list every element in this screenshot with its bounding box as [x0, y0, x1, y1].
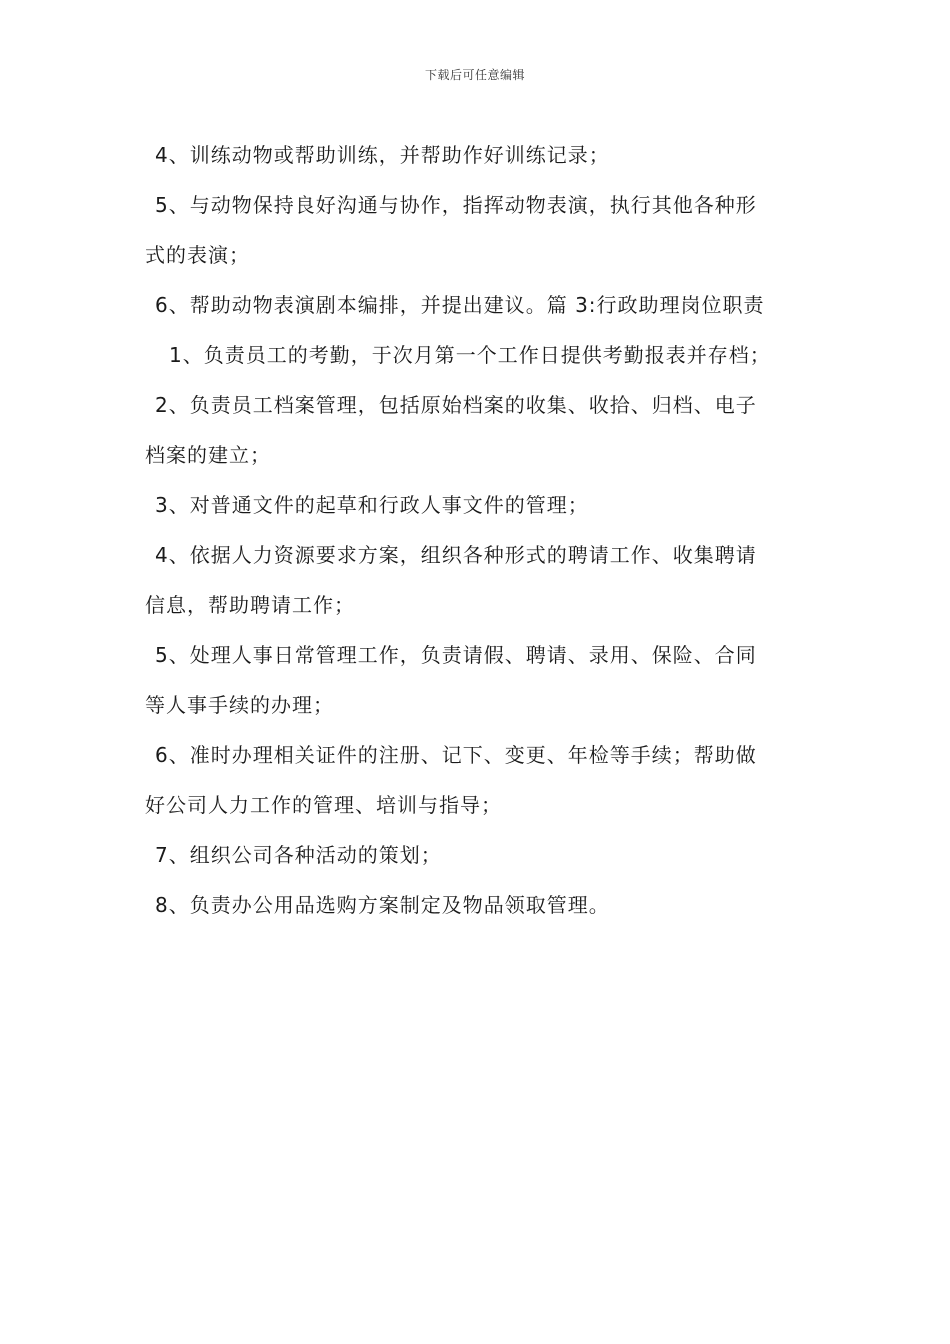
paragraph-line: 4、依据人力资源要求方案，组织各种形式的聘请工作、收集聘请: [155, 543, 757, 567]
paragraph-line: 式的表演；: [145, 243, 250, 267]
paragraph-line: 3、对普通文件的起草和行政人事文件的管理；: [155, 493, 589, 517]
document-body: [145, 130, 810, 930]
paragraph-line: 6、帮助动物表演剧本编排，并提出建议。篇 3:行政助理岗位职责: [155, 293, 765, 317]
paragraph-line: 好公司人力工作的管理、培训与指导；: [145, 793, 502, 817]
paragraph-line: 6、准时办理相关证件的注册、记下、变更、年检等手续；帮助做: [155, 743, 757, 767]
page-header: 下载后可任意编辑: [424, 68, 525, 82]
paragraph-line: 5、处理人事日常管理工作，负责请假、聘请、录用、保险、合同: [155, 643, 757, 667]
paragraph-line: 2、负责员工档案管理，包括原始档案的收集、收拾、归档、电子: [155, 393, 757, 417]
paragraph-line: 等人事手续的办理；: [145, 693, 334, 717]
paragraph-line: 档案的建立；: [145, 443, 271, 467]
paragraph-line: 5、与动物保持良好沟通与协作，指挥动物表演，执行其他各种形: [155, 193, 757, 217]
paragraph-line: 4、训练动物或帮助训练，并帮助作好训练记录；: [155, 143, 610, 167]
paragraph-line: 7、组织公司各种活动的策划；: [155, 843, 442, 867]
paragraph-line: 信息，帮助聘请工作；: [145, 593, 355, 617]
paragraph-line: 8、负责办公用品选购方案制定及物品领取管理。: [155, 893, 610, 917]
paragraph-line: 1、负责员工的考勤，于次月第一个工作日提供考勤报表并存档；: [169, 343, 771, 367]
